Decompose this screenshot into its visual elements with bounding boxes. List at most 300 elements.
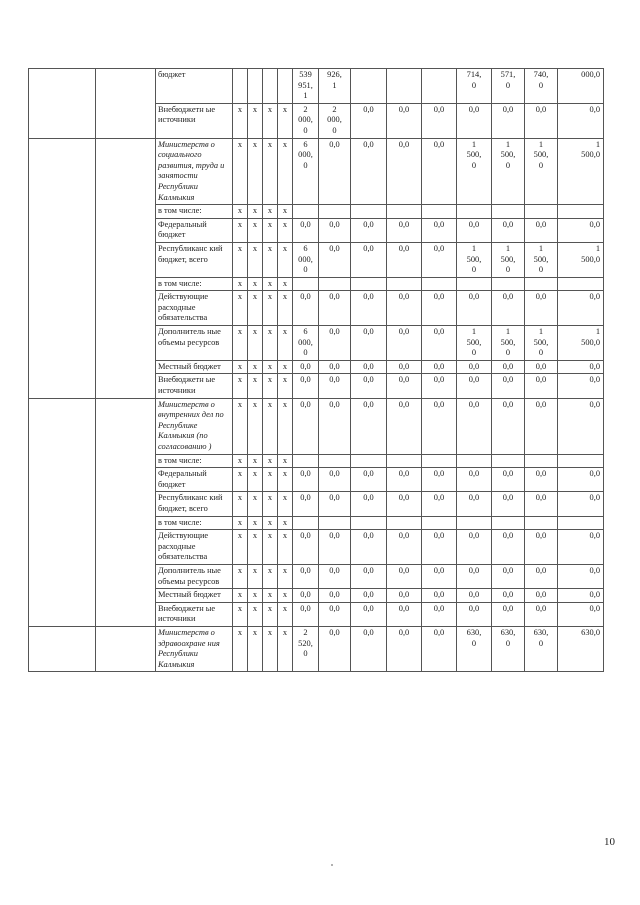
amount-cell: 0,0 — [492, 530, 525, 565]
code-cell: x — [278, 602, 293, 626]
source-name-cell: в том числе: — [156, 205, 233, 219]
amount-cell: 0,0 — [525, 468, 558, 492]
amount-cell: 0,0 — [457, 398, 492, 454]
amount-cell — [319, 516, 351, 530]
amount-cell: 0,0 — [351, 564, 387, 588]
amount-cell — [457, 277, 492, 291]
amount-cell: 0,0 — [351, 589, 387, 603]
amount-cell: 0,0 — [558, 218, 604, 242]
amount-cell: 1 500, 0 — [525, 138, 558, 205]
amount-cell: 0,0 — [387, 398, 422, 454]
budget-table — [28, 68, 604, 672]
table-row — [29, 69, 604, 104]
subprogram-cell — [96, 398, 156, 626]
amount-cell: 0,0 — [558, 360, 604, 374]
amount-cell: 0,0 — [492, 291, 525, 326]
amount-cell: 0,0 — [387, 218, 422, 242]
amount-cell — [457, 205, 492, 219]
subprogram-cell — [96, 138, 156, 398]
code-cell — [278, 69, 293, 104]
amount-cell: 0,0 — [558, 103, 604, 138]
amount-cell: 0,0 — [293, 374, 319, 398]
amount-cell — [558, 205, 604, 219]
amount-cell — [422, 277, 457, 291]
source-name-cell: Внебюджетн ые источники — [156, 602, 233, 626]
amount-cell: 0,0 — [422, 326, 457, 361]
amount-cell: 0,0 — [319, 398, 351, 454]
amount-cell: 0,0 — [422, 398, 457, 454]
budget-table-body — [29, 69, 604, 672]
amount-cell: 0,0 — [422, 138, 457, 205]
code-cell: x — [233, 277, 248, 291]
source-name-cell: Дополнитель ные объемы ресурсов — [156, 326, 233, 361]
amount-cell: 0,0 — [457, 589, 492, 603]
code-cell: x — [263, 218, 278, 242]
amount-cell: 1 500, 0 — [457, 326, 492, 361]
amount-cell: 0,0 — [525, 103, 558, 138]
amount-cell: 0,0 — [387, 138, 422, 205]
amount-cell: 0,0 — [457, 564, 492, 588]
amount-cell: 740, 0 — [525, 69, 558, 104]
scan-speck — [331, 864, 333, 866]
code-cell: x — [263, 492, 278, 516]
amount-cell: 6 000, 0 — [293, 138, 319, 205]
code-cell: x — [233, 103, 248, 138]
code-cell: x — [278, 138, 293, 205]
code-cell: x — [278, 589, 293, 603]
amount-cell: 0,0 — [387, 602, 422, 626]
amount-cell: 0,0 — [457, 360, 492, 374]
amount-cell: 0,0 — [525, 374, 558, 398]
amount-cell: 0,0 — [422, 564, 457, 588]
amount-cell: 0,0 — [422, 291, 457, 326]
code-cell: x — [278, 242, 293, 277]
source-name-cell: в том числе: — [156, 516, 233, 530]
code-cell: x — [278, 291, 293, 326]
amount-cell: 0,0 — [558, 602, 604, 626]
code-cell — [263, 69, 278, 104]
amount-cell: 2 000, 0 — [319, 103, 351, 138]
amount-cell: 0,0 — [319, 374, 351, 398]
amount-cell: 926, 1 — [319, 69, 351, 104]
amount-cell: 0,0 — [351, 530, 387, 565]
code-cell: x — [248, 291, 263, 326]
amount-cell: 0,0 — [422, 602, 457, 626]
amount-cell: 0,0 — [351, 138, 387, 205]
code-cell: x — [248, 360, 263, 374]
code-cell: x — [278, 454, 293, 468]
code-cell: x — [248, 516, 263, 530]
source-name-cell: в том числе: — [156, 454, 233, 468]
amount-cell: 0,0 — [319, 602, 351, 626]
amount-cell: 0,0 — [351, 468, 387, 492]
amount-cell: 0,0 — [457, 492, 492, 516]
amount-cell: 0,0 — [422, 468, 457, 492]
amount-cell: 0,0 — [351, 218, 387, 242]
amount-cell: 0,0 — [387, 360, 422, 374]
code-cell: x — [248, 374, 263, 398]
page-number: 10 — [604, 836, 615, 848]
code-cell: x — [248, 626, 263, 671]
amount-cell: 0,0 — [293, 398, 319, 454]
amount-cell — [525, 454, 558, 468]
amount-cell — [422, 454, 457, 468]
code-cell: x — [278, 468, 293, 492]
amount-cell: 0,0 — [387, 468, 422, 492]
amount-cell: 0,0 — [351, 398, 387, 454]
amount-cell: 0,0 — [422, 589, 457, 603]
amount-cell: 630, 0 — [492, 626, 525, 671]
amount-cell: 0,0 — [457, 291, 492, 326]
code-cell: x — [248, 138, 263, 205]
amount-cell: 0,0 — [457, 103, 492, 138]
amount-cell: 0,0 — [558, 291, 604, 326]
code-cell: x — [263, 138, 278, 205]
code-cell: x — [263, 589, 278, 603]
amount-cell — [558, 454, 604, 468]
amount-cell — [387, 516, 422, 530]
amount-cell: 0,0 — [422, 242, 457, 277]
code-cell: x — [263, 398, 278, 454]
code-cell: x — [263, 205, 278, 219]
amount-cell: 1 500, 0 — [492, 138, 525, 205]
amount-cell: 2 000, 0 — [293, 103, 319, 138]
amount-cell: 1 500, 0 — [492, 242, 525, 277]
amount-cell: 0,0 — [492, 218, 525, 242]
amount-cell: 0,0 — [387, 242, 422, 277]
amount-cell: 0,0 — [319, 360, 351, 374]
code-cell: x — [233, 516, 248, 530]
amount-cell: 0,0 — [387, 492, 422, 516]
amount-cell: 0,0 — [319, 326, 351, 361]
code-cell: x — [248, 468, 263, 492]
code-cell: x — [233, 326, 248, 361]
program-cell — [29, 398, 96, 626]
table-row — [29, 626, 604, 671]
amount-cell: 000,0 — [558, 69, 604, 104]
amount-cell — [351, 516, 387, 530]
amount-cell: 1 500,0 — [558, 242, 604, 277]
executor-name-cell: Министерств о социального развития, труда и занятости Республики Калмыкия — [156, 138, 233, 205]
source-name-cell: Действующие расходные обязательства — [156, 530, 233, 565]
amount-cell — [387, 277, 422, 291]
amount-cell: 0,0 — [351, 242, 387, 277]
amount-cell — [492, 454, 525, 468]
code-cell: x — [233, 291, 248, 326]
amount-cell: 0,0 — [387, 626, 422, 671]
code-cell: x — [263, 516, 278, 530]
amount-cell: 0,0 — [525, 589, 558, 603]
code-cell: x — [248, 492, 263, 516]
amount-cell — [525, 205, 558, 219]
amount-cell: 0,0 — [492, 492, 525, 516]
executor-name-cell: Министерств о внутренних дел по Республике Калмыкия (по согласованию ) — [156, 398, 233, 454]
source-name-cell: Местный бюджет — [156, 360, 233, 374]
subprogram-cell — [96, 626, 156, 671]
amount-cell: 0,0 — [387, 589, 422, 603]
code-cell: x — [278, 492, 293, 516]
amount-cell: 0,0 — [558, 398, 604, 454]
amount-cell — [351, 205, 387, 219]
amount-cell — [293, 277, 319, 291]
amount-cell: 0,0 — [558, 589, 604, 603]
code-cell: x — [278, 205, 293, 219]
code-cell: x — [233, 454, 248, 468]
amount-cell: 1 500, 0 — [457, 242, 492, 277]
amount-cell — [525, 277, 558, 291]
amount-cell: 1 500,0 — [558, 326, 604, 361]
source-name-cell: Федеральный бюджет — [156, 468, 233, 492]
amount-cell: 6 000, 0 — [293, 242, 319, 277]
amount-cell: 1 500, 0 — [525, 242, 558, 277]
program-cell — [29, 69, 96, 139]
source-name-cell: Внебюджетн ые источники — [156, 374, 233, 398]
amount-cell: 1 500, 0 — [492, 326, 525, 361]
amount-cell — [457, 454, 492, 468]
source-name-cell: Внебюджетн ые источники — [156, 103, 233, 138]
source-name-cell: Местный бюджет — [156, 589, 233, 603]
amount-cell: 0,0 — [293, 602, 319, 626]
code-cell: x — [248, 398, 263, 454]
amount-cell: 0,0 — [319, 291, 351, 326]
code-cell: x — [278, 360, 293, 374]
amount-cell: 0,0 — [319, 218, 351, 242]
amount-cell — [351, 69, 387, 104]
amount-cell: 0,0 — [387, 564, 422, 588]
amount-cell: 0,0 — [293, 360, 319, 374]
table-row — [29, 138, 604, 205]
code-cell: x — [278, 326, 293, 361]
source-name-cell: Республиканс кий бюджет, всего — [156, 242, 233, 277]
amount-cell — [525, 516, 558, 530]
code-cell: x — [233, 530, 248, 565]
subprogram-cell — [96, 69, 156, 139]
code-cell: x — [233, 374, 248, 398]
amount-cell: 0,0 — [319, 468, 351, 492]
code-cell: x — [248, 454, 263, 468]
amount-cell: 0,0 — [558, 492, 604, 516]
amount-cell: 1 500,0 — [558, 138, 604, 205]
code-cell: x — [263, 374, 278, 398]
source-name-cell: в том числе: — [156, 277, 233, 291]
amount-cell: 0,0 — [525, 291, 558, 326]
source-name-cell: бюджет — [156, 69, 233, 104]
amount-cell — [558, 277, 604, 291]
amount-cell: 0,0 — [351, 626, 387, 671]
code-cell: x — [248, 602, 263, 626]
code-cell: x — [233, 360, 248, 374]
amount-cell: 0,0 — [492, 374, 525, 398]
amount-cell: 0,0 — [293, 589, 319, 603]
amount-cell: 0,0 — [457, 602, 492, 626]
amount-cell: 0,0 — [319, 564, 351, 588]
code-cell: x — [278, 374, 293, 398]
code-cell: x — [248, 205, 263, 219]
table-row — [29, 398, 604, 454]
amount-cell: 2 520, 0 — [293, 626, 319, 671]
amount-cell: 1 500, 0 — [525, 326, 558, 361]
amount-cell: 0,0 — [492, 564, 525, 588]
amount-cell: 0,0 — [422, 626, 457, 671]
code-cell: x — [233, 205, 248, 219]
code-cell: x — [263, 564, 278, 588]
source-name-cell: Дополнитель ные объемы ресурсов — [156, 564, 233, 588]
amount-cell: 0,0 — [558, 530, 604, 565]
amount-cell: 0,0 — [457, 374, 492, 398]
amount-cell: 0,0 — [293, 218, 319, 242]
amount-cell: 0,0 — [457, 530, 492, 565]
code-cell: x — [263, 468, 278, 492]
source-name-cell: Федеральный бюджет — [156, 218, 233, 242]
code-cell: x — [263, 360, 278, 374]
code-cell: x — [278, 398, 293, 454]
code-cell: x — [248, 564, 263, 588]
amount-cell — [558, 516, 604, 530]
code-cell: x — [233, 589, 248, 603]
amount-cell: 0,0 — [558, 468, 604, 492]
amount-cell: 0,0 — [387, 291, 422, 326]
amount-cell — [457, 516, 492, 530]
code-cell: x — [263, 103, 278, 138]
code-cell: x — [263, 277, 278, 291]
amount-cell: 6 000, 0 — [293, 326, 319, 361]
amount-cell: 0,0 — [492, 468, 525, 492]
amount-cell: 0,0 — [351, 326, 387, 361]
amount-cell: 630, 0 — [457, 626, 492, 671]
amount-cell: 0,0 — [422, 374, 457, 398]
amount-cell — [387, 69, 422, 104]
amount-cell: 0,0 — [387, 374, 422, 398]
amount-cell: 0,0 — [525, 492, 558, 516]
amount-cell — [387, 205, 422, 219]
amount-cell — [319, 454, 351, 468]
amount-cell: 0,0 — [558, 564, 604, 588]
amount-cell: 0,0 — [525, 530, 558, 565]
amount-cell: 0,0 — [422, 103, 457, 138]
amount-cell — [492, 205, 525, 219]
amount-cell — [492, 516, 525, 530]
amount-cell: 0,0 — [422, 218, 457, 242]
amount-cell: 0,0 — [293, 291, 319, 326]
amount-cell — [293, 454, 319, 468]
amount-cell: 0,0 — [457, 468, 492, 492]
code-cell: x — [278, 218, 293, 242]
code-cell: x — [278, 277, 293, 291]
code-cell: x — [263, 626, 278, 671]
amount-cell — [293, 516, 319, 530]
amount-cell: 0,0 — [351, 374, 387, 398]
amount-cell: 0,0 — [558, 374, 604, 398]
amount-cell: 0,0 — [319, 530, 351, 565]
amount-cell: 0,0 — [492, 602, 525, 626]
amount-cell — [422, 205, 457, 219]
code-cell: x — [263, 454, 278, 468]
code-cell: x — [233, 468, 248, 492]
code-cell: x — [263, 242, 278, 277]
executor-name-cell: Министерств о здравоохране ния Республики Калмыкия — [156, 626, 233, 671]
amount-cell — [422, 516, 457, 530]
code-cell: x — [248, 326, 263, 361]
code-cell: x — [233, 242, 248, 277]
code-cell: x — [248, 589, 263, 603]
code-cell: x — [248, 530, 263, 565]
code-cell: x — [248, 242, 263, 277]
amount-cell: 571, 0 — [492, 69, 525, 104]
amount-cell: 0,0 — [351, 291, 387, 326]
code-cell — [233, 69, 248, 104]
amount-cell: 0,0 — [319, 242, 351, 277]
amount-cell: 0,0 — [525, 218, 558, 242]
amount-cell: 0,0 — [525, 360, 558, 374]
amount-cell — [492, 277, 525, 291]
amount-cell — [422, 69, 457, 104]
amount-cell — [319, 205, 351, 219]
code-cell: x — [278, 626, 293, 671]
code-cell: x — [263, 602, 278, 626]
amount-cell: 0,0 — [525, 398, 558, 454]
code-cell: x — [263, 291, 278, 326]
amount-cell: 0,0 — [293, 530, 319, 565]
amount-cell: 0,0 — [319, 626, 351, 671]
amount-cell: 0,0 — [525, 602, 558, 626]
code-cell: x — [263, 326, 278, 361]
amount-cell: 0,0 — [293, 468, 319, 492]
amount-cell: 0,0 — [492, 398, 525, 454]
code-cell — [248, 69, 263, 104]
source-name-cell: Действующие расходные обязательства — [156, 291, 233, 326]
code-cell: x — [233, 492, 248, 516]
amount-cell: 0,0 — [422, 530, 457, 565]
amount-cell: 0,0 — [319, 138, 351, 205]
code-cell: x — [233, 626, 248, 671]
code-cell: x — [233, 138, 248, 205]
code-cell: x — [248, 218, 263, 242]
amount-cell: 0,0 — [293, 492, 319, 516]
amount-cell: 0,0 — [319, 492, 351, 516]
amount-cell: 0,0 — [387, 530, 422, 565]
code-cell: x — [248, 103, 263, 138]
program-cell — [29, 626, 96, 671]
code-cell: x — [248, 277, 263, 291]
amount-cell: 0,0 — [492, 589, 525, 603]
code-cell: x — [278, 103, 293, 138]
amount-cell: 0,0 — [351, 492, 387, 516]
amount-cell: 0,0 — [319, 589, 351, 603]
program-cell — [29, 138, 96, 398]
amount-cell: 0,0 — [387, 103, 422, 138]
amount-cell: 1 500, 0 — [457, 138, 492, 205]
amount-cell — [387, 454, 422, 468]
amount-cell: 0,0 — [387, 326, 422, 361]
amount-cell: 714, 0 — [457, 69, 492, 104]
amount-cell — [351, 277, 387, 291]
amount-cell: 0,0 — [457, 218, 492, 242]
amount-cell: 0,0 — [293, 564, 319, 588]
source-name-cell: Республиканс кий бюджет, всего — [156, 492, 233, 516]
code-cell: x — [233, 602, 248, 626]
amount-cell: 630, 0 — [525, 626, 558, 671]
amount-cell: 539 951, 1 — [293, 69, 319, 104]
amount-cell: 0,0 — [351, 602, 387, 626]
code-cell: x — [233, 398, 248, 454]
code-cell: x — [263, 530, 278, 565]
amount-cell: 0,0 — [351, 103, 387, 138]
amount-cell: 0,0 — [351, 360, 387, 374]
code-cell: x — [233, 564, 248, 588]
code-cell: x — [278, 530, 293, 565]
amount-cell — [293, 205, 319, 219]
amount-cell: 0,0 — [525, 564, 558, 588]
